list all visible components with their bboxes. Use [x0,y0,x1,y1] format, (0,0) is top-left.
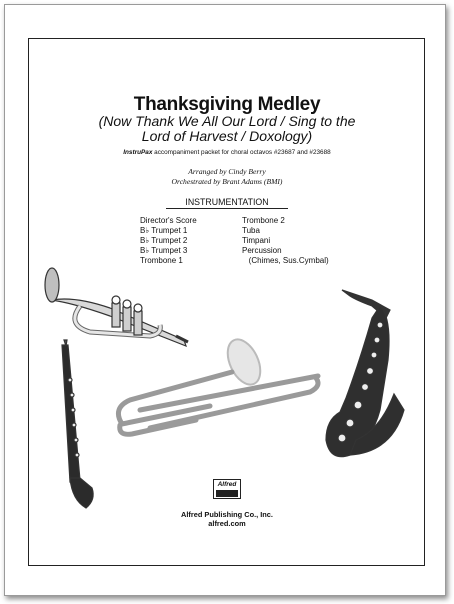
instrument-item: Timpani [242,236,271,245]
packet-brand: InstruPax [123,149,153,156]
publisher-info [0,510,454,528]
page-title: Thanksgiving Medley [133,94,321,115]
instrument-item: B♭ Trumpet 2 [140,236,188,245]
arranger-credit: Arranged by Cindy Berry [188,167,266,176]
trombone-illustration [118,334,318,434]
instrument-item: B♭ Trumpet 1 [140,226,188,235]
instrumentation-heading: INSTRUMENTATION [185,197,269,207]
logo-text: Alfred [217,481,237,488]
subtitle-line-1: (Now Thank We All Our Lord / Sing to the [98,113,356,129]
instrument-item: Tuba [242,226,260,235]
publisher-logo [213,479,241,499]
instrument-item: Percussion [242,246,282,255]
publisher-name: Alfred Publishing Co., Inc. [181,510,273,519]
instrument-item: Director's Score [140,216,197,225]
logo-bar [216,490,238,497]
instrument-item: (Chimes, Sus.Cymbal) [242,256,329,265]
saxophone-illustration [326,290,404,457]
clarinet-illustration [62,340,93,508]
publisher-website: alfred.com [208,519,246,528]
instrument-item: Trombone 1 [140,256,183,265]
instrument-item: Trombone 2 [242,216,285,225]
instrument-item: B♭ Trumpet 3 [140,246,188,255]
orchestrator-credit: Orchestrated by Brant Adams (BMI) [171,177,283,186]
trumpet-illustration [45,268,188,346]
subtitle-line-2: Lord of Harvest / Doxology) [141,128,313,144]
packet-text: accompaniment packet for choral octavos #23687 and #23688 [152,149,331,156]
